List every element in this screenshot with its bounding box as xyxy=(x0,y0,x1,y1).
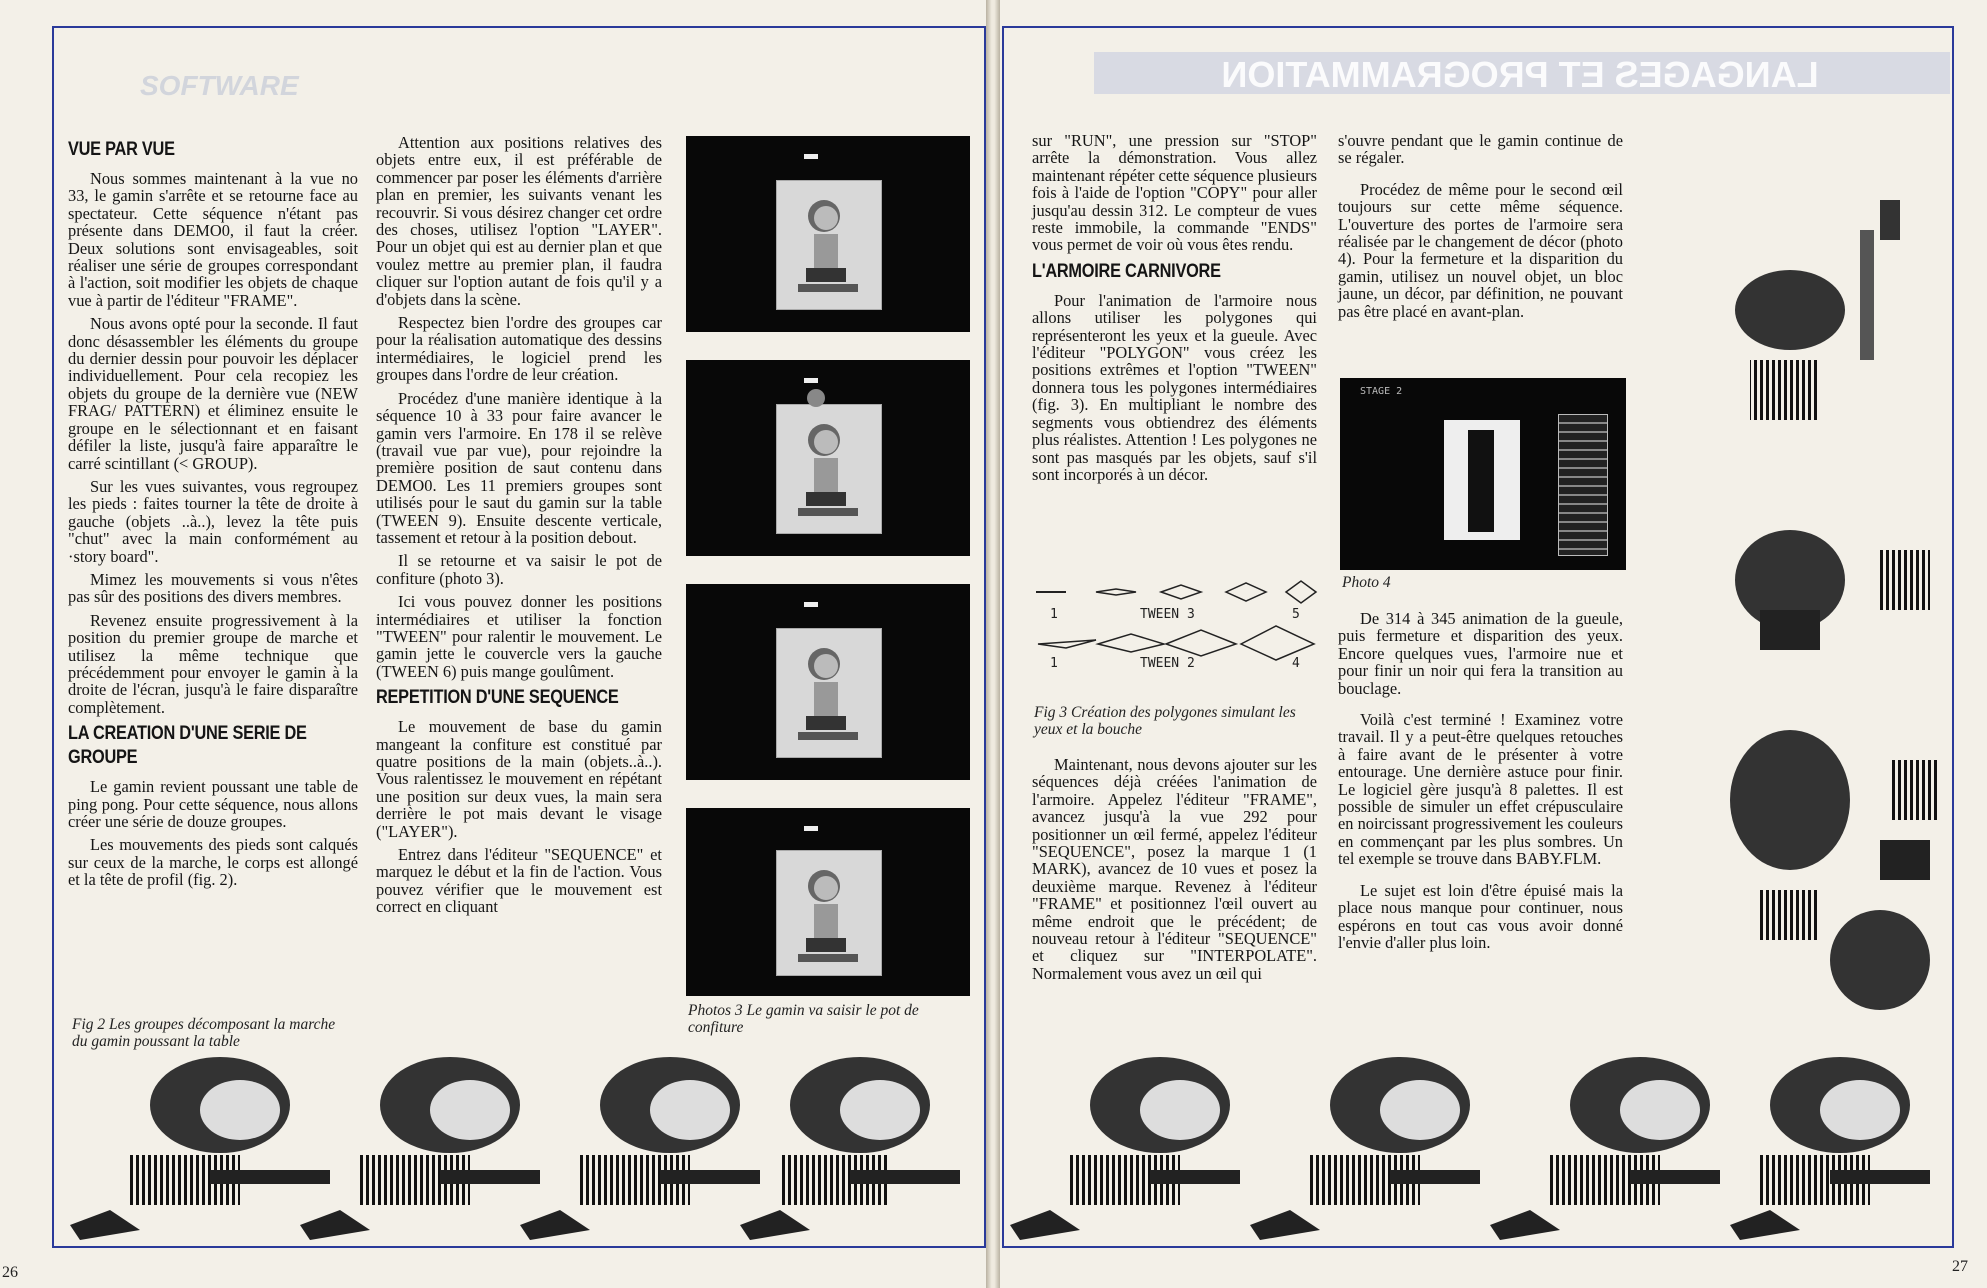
right-sprite-column xyxy=(1640,190,1950,1050)
stage-label: STAGE 2 xyxy=(1360,386,1403,397)
paragraph: Revenez ensuite progressivement à la position du premier groupe de marche et utilisez la même technique que précédemment pour envoyer le gamin à la droite de l'écran, jusqu'à le faire disparaître complètement. xyxy=(68,610,358,717)
paragraph: Entrez dans l'éditeur "SEQUENCE" et marquez le début et la fin de l'action. Vous pouvez vérifier que le mouvement est correct en cliquant xyxy=(376,845,662,917)
heading-creation-serie: LA CREATION D'UNE SERIE DE GROUPE xyxy=(68,723,307,769)
fig2-walk-cycle-strip xyxy=(60,1050,976,1248)
photos3-caption: Photos 3 Le gamin va saisir le pot de confiture xyxy=(688,1002,919,1036)
paragraph: Le gamin revient poussant une table de ping pong. Pour cette séquence, nous allons créer une série de douze groupes. xyxy=(68,777,358,831)
left-column-2 xyxy=(376,134,662,922)
tween2-start: 1 xyxy=(1050,656,1058,671)
paragraph: Le sujet est loin d'être épuisé mais la place nous manque pour continuer, nous espérons en tout cas vous avoir donné l'envie d'aller plus loin. xyxy=(1338,880,1623,952)
left-column-1 xyxy=(68,134,358,895)
fig3-caption: Fig 3 Création des polygones simulant les yeux et la bouche xyxy=(1034,704,1296,738)
paragraph: Mimez les mouvements si vous n'êtes pas sûr des positions des divers membres. xyxy=(68,569,358,607)
armoire-gap xyxy=(1468,430,1494,532)
photo-3b xyxy=(686,360,970,556)
stage-menu xyxy=(1558,414,1608,556)
kid-sprite xyxy=(686,808,970,996)
heading-armoire: L'ARMOIRE CARNIVORE xyxy=(1032,260,1221,282)
left-ghost-header: SOFTWARE xyxy=(140,70,299,101)
right-column-2 xyxy=(1338,132,1623,326)
kid-sprite xyxy=(686,360,970,556)
tween2-label: TWEEN 2 xyxy=(1140,656,1195,671)
page-number-left: 26 xyxy=(2,1264,18,1281)
paragraph: Nous sommes maintenant à la vue no 33, le gamin s'arrête et se retourne face au spectateur. Cette séquence n'étant pas présente dans DEMO0, il faut la créer. Deux solutions sont envisageables, soit réaliser une série de groupes correspondant à l'action, soit modifier les objets de chaque vue à partir de l'éditeur "FRAME". xyxy=(68,169,358,310)
paragraph: Sur les vues suivantes, vous regroupez les pieds : faites tourner la tête de droite à gauche (objets ..à..), levez la tête puis "chut" avec la main conformément au ·story board". xyxy=(68,476,358,566)
paragraph: Il se retourne et va saisir le pot de confiture (photo 3). xyxy=(376,551,662,588)
fig2-caption: Fig 2 Les groupes décomposant la marche du gamin poussant la table xyxy=(72,1016,336,1050)
paragraph: Maintenant, nous devons ajouter sur les séquences déjà créées l'animation de l'armoire. Appelez l'éditeur "FRAME", avancez jusqu'à la vue 292 pour positionner un œil fermé, appelez l'éditeur "SEQUENCE", posez la marque 1 (1 MARK), avancez de 10 vues et posez la deuxième marque. Revenez à l'éditeur "FRAME" et positionnez l'œil ouvert au même endroit que le précédent; de nouveau retour à l'éditeur "SEQUENCE" et cliquez sur "INTERPOLATE". Normalement vous avez un œil qui xyxy=(1032,755,1317,983)
right-column-1-cont xyxy=(1032,756,1317,988)
tween3-label: TWEEN 3 xyxy=(1140,607,1195,622)
page-number-right: 27 xyxy=(1952,1258,1968,1275)
heading-repetition: REPETITION D'UNE SEQUENCE xyxy=(376,687,619,709)
paragraph: Procédez d'une manière identique à la séquence 10 à 33 pour faire avancer le gamin vers l'armoire. En 178 il se relève (travail vue par vue), pour rejoindre la première position de saut contenu dans DEMO0. Les 11 premiers groupes sont utilisés pour le saut du gamin sur la table (TWEEN 9). Ensuite descente verticale, tassement et retour à la position debout. xyxy=(376,388,662,547)
photo4-caption: Photo 4 xyxy=(1342,574,1391,591)
tween3-end: 5 xyxy=(1292,607,1300,622)
paragraph: Pour l'animation de l'armoire nous allons utiliser les polygones qui représenteront les yeux et la gueule. Avec l'éditeur "POLYGON" vous créez les positions extrêmes et l'option "TWEEN" donnera tous les polygones intermédiaires (fig. 3). En multipliant le nombre des segments vous obtiendrez des éléments plus réalistes. Attention ! Les polygones ne sont pas masqués par les objets, sauf s'il sont incorporés à un décor. xyxy=(1032,290,1317,484)
paragraph: Ici vous pouvez donner les positions intermédiaires et utiliser la fonction "TWEEN" pour ralentir le mouvement. Le gamin jette le couvercle vers la gauche (TWEEN 6) puis mange goulûment. xyxy=(376,592,662,681)
bottom-walk-cycle-strip xyxy=(1010,1050,1950,1248)
heading-vue-par-vue: VUE PAR VUE xyxy=(68,139,175,160)
spine-gutter xyxy=(986,0,1000,1288)
photo-4 xyxy=(1340,378,1626,570)
tween3-start: 1 xyxy=(1050,607,1058,622)
right-ghost-header: LANGAGES ET PROGRAMMATION xyxy=(1221,54,1819,95)
paragraph: Nous avons opté pour la seconde. Il faut donc désassembler les éléments du groupe du dernier dessin pour pouvoir les déplacer individuellement. Pour cela recopiez les objets du groupe de la dernière vue (NEW FRAG/ PATTERN) et éliminez ensuite le groupe en le sélectionnant et en faisant défiler la liste, jusqu'à faire apparaître le carré scintillant (< GROUP). xyxy=(68,314,358,473)
photo-3c xyxy=(686,584,970,780)
paragraph: Respectez bien l'ordre des groupes car pour la réalisation automatique des dessins intermédiaires, le logiciel prend les groupes dans l'ordre de leur création. xyxy=(376,313,662,385)
paragraph: Le mouvement de base du gamin mangeant la confiture est constitué par quatre positions de la main (objets..à..). Vous ralentissez le mouvement en répétant une position sur deux vues, la main sera derrière le pot mais devant le visage ("LAYER"). xyxy=(376,717,662,841)
photo-3d xyxy=(686,808,970,996)
kid-sprite xyxy=(686,136,970,332)
paragraph: De 314 à 345 animation de la gueule, puis fermeture et disparition des yeux. Encore quelques vues, l'armoire nue et pour finir un noir qui fera la transition au bouclage. xyxy=(1338,609,1623,698)
paragraph: Voilà c'est terminé ! Examinez votre travail. Il y a peut-être quelques retouches à faire avant de le présenter à votre entourage. Une dernière astuce pour finir. Le logiciel gère jusqu'à 8 palettes. Il est possible de simuler un effet crépusculaire en noircissant progressivement les couleurs en commençant par les plus sombres. Un tel exemple se trouve dans BABY.FLM. xyxy=(1338,710,1623,869)
paragraph: Procédez de même pour le second œil toujours sur cette même séquence. L'ouverture des portes de l'armoire sera réalisée par le changement de décor (photo 4). Pour la fermeture et la disparition du gamin, utilisez un nouvel objet, un bloc jaune, un décor, par définition, ne pouvant pas être placé en avant-plan. xyxy=(1338,179,1623,321)
kid-sprite xyxy=(686,584,970,780)
left-page xyxy=(0,0,986,1288)
right-column-1 xyxy=(1032,132,1317,489)
paragraph: Attention aux positions relatives des objets entre eux, il est préférable de commencer par poser les éléments d'arrière plan en premier, les suivants venant les recouvrir. Si vous désirez changer cet ordre des choses, utilisez l'option "LAYER". Pour un objet qui est au dernier plan et que voulez mettre au premier plan, il faudra cliquer sur l'option autant de fois qu'il y a d'objets dans la scène. xyxy=(376,133,662,309)
paragraph: Les mouvements des pieds sont calqués sur ceux de la marche, le corps est allongé et la tête de profil (fig. 2). xyxy=(68,835,358,890)
paragraph: sur "RUN", une pression sur "STOP" arrête la démonstration. Vous allez maintenant répéter cette séquence plusieurs fois à l'aide de l'option "COPY" pour aller jusqu'au dessin 312. Le compteur de vues reste immobile, la commande "ENDS" vous permet de voir où vous êtes rendu. xyxy=(1032,131,1317,255)
tween2-end: 4 xyxy=(1292,656,1300,671)
right-page xyxy=(1000,0,1987,1288)
right-column-2-cont xyxy=(1338,610,1623,957)
paragraph: s'ouvre pendant que le gamin continue de se régaler. xyxy=(1338,131,1623,168)
photo-3a xyxy=(686,136,970,332)
